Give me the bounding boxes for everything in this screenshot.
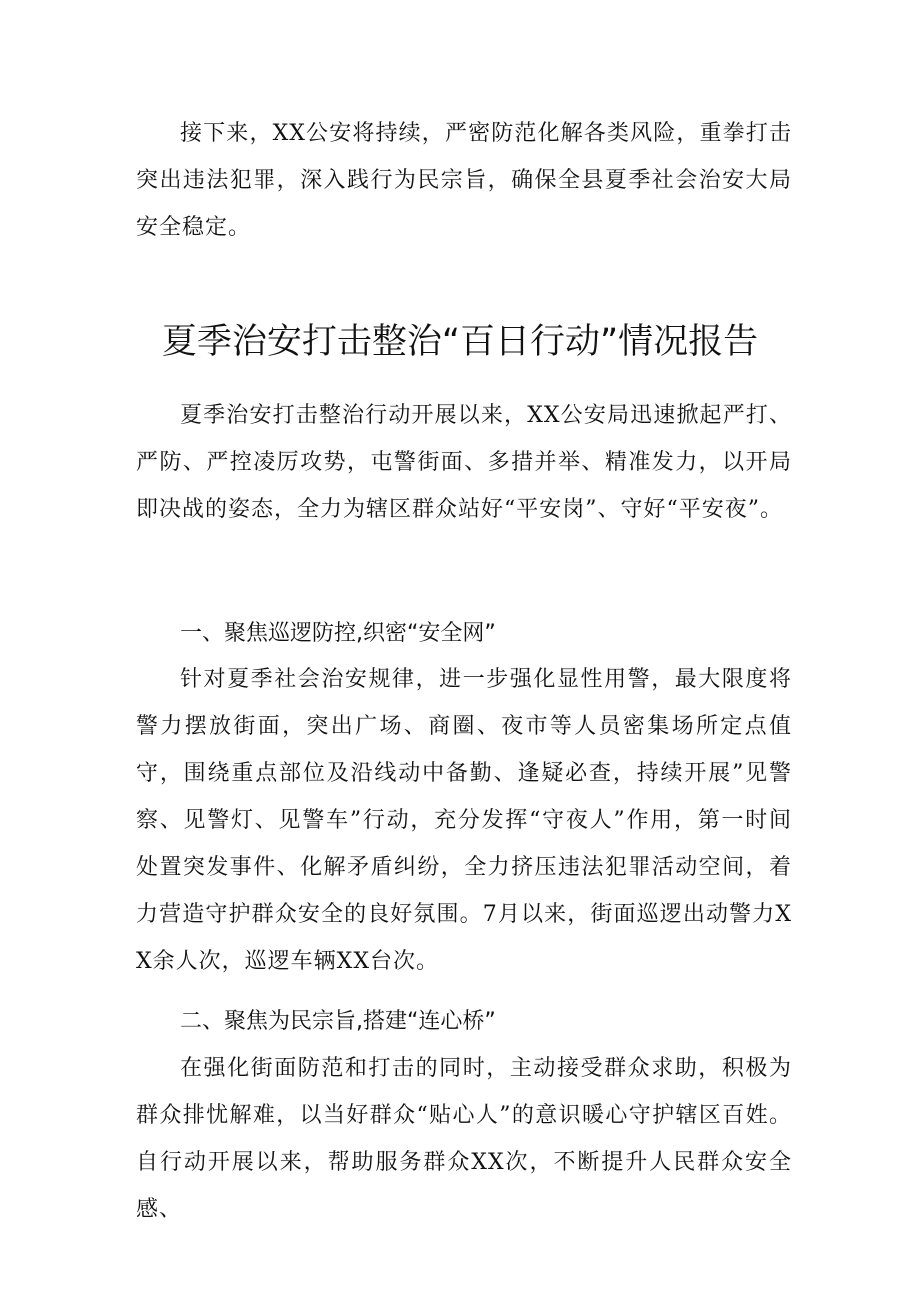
opening-paragraph: 夏季治安打击整治行动开展以来，XX公安局迅速掀起严打、严防、严控凌厉攻势，屯警街面、多措并举、精准发力，以开局即决战的姿态，全力为辖区群众站好“平安岗”、守好“平安夜”。 <box>136 403 792 522</box>
section-heading-2: 二、聚焦为民宗旨,搭建“连心桥” <box>180 1009 496 1034</box>
section-body-2: 在强化街面防范和打击的同时，主动接受群众求助，积极为群众排忧解难，以当好群众“贴心人”的意识暖心守护辖区百姓。自行动开展以来，帮助服务群众XX次，不断提升人民群众安全感、 <box>136 1056 792 1222</box>
section-heading-1: 一、聚焦巡逻防控,织密“安全网” <box>180 621 496 646</box>
intro-paragraph: 接下来，XX公安将持续，严密防范化解各类风险，重拳打击突出违法犯罪，深入践行为民宗旨，确保全县夏季社会治安大局安全稳定。 <box>136 121 792 240</box>
document-title: 夏季治安打击整治“百日行动”情况报告 <box>161 322 759 362</box>
section-body-1: 针对夏季社会治安规律，进一步强化显性用警，最大限度将警力摆放街面，突出广场、商圈、夜市等人员密集场所定点值守，围绕重点部位及沿线动中备勤、逢疑必查，持续开展”见警察、见警灯、见警车”行动，充分发挥“守夜人”作用，第一时间处置突发事件、化解矛盾纠纷，全力挤压违法犯罪活动空间，着力营造守护群众安全的良好氛围。7月以来，街面巡逻出动警力XX余人次，巡逻车辆XX台次。 <box>136 667 792 974</box>
